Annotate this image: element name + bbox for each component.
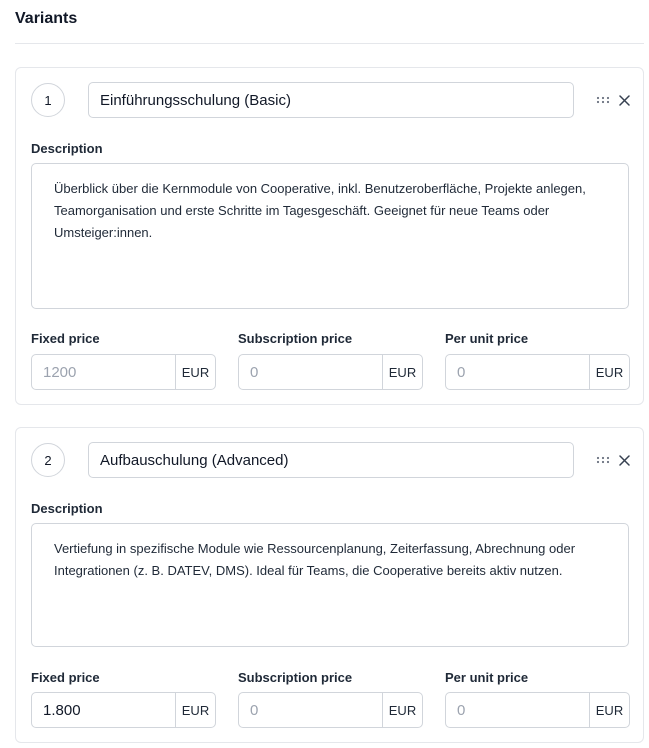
fixed-price-input[interactable] <box>32 693 175 727</box>
per-unit-price-label: Per unit price <box>445 670 529 685</box>
subscription-price-label: Subscription price <box>238 331 353 346</box>
section-title: Variants <box>15 10 78 27</box>
subscription-price-input[interactable] <box>239 355 382 389</box>
drag-handle-icon[interactable] <box>596 452 610 468</box>
per-unit-price-input[interactable] <box>446 693 589 727</box>
fixed-price-field <box>31 354 216 390</box>
section-divider <box>15 43 644 44</box>
currency-suffix: EUR <box>175 355 215 389</box>
description-textarea[interactable]: Überblick über die Kernmodule von Cooperative, inkl. Benutzeroberfläche, Projekte anlegen, Teamorganisation und erste Schritte im Tagesgeschäft. Geeignet für neue Teams oder Umsteiger:innen. <box>31 163 629 309</box>
description-label: Description <box>31 141 103 156</box>
variant-card <box>15 67 644 405</box>
variant-name-input[interactable] <box>88 82 574 118</box>
currency-suffix: EUR <box>589 693 629 727</box>
description-textarea[interactable]: Vertiefung in spezifische Module wie Ressourcenplanung, Zeiterfassung, Abrechnung oder Integrationen (z. B. DATEV, DMS). Ideal für Teams, die Cooperative bereits aktiv nutzen. <box>31 523 629 647</box>
description-label: Description <box>31 501 103 516</box>
drag-handle-icon[interactable] <box>596 92 610 108</box>
variant-card <box>15 427 644 743</box>
fixed-price-label: Fixed price <box>31 670 100 685</box>
close-icon[interactable] <box>616 452 632 468</box>
per-unit-price-label: Per unit price <box>445 331 529 346</box>
variant-name-input[interactable] <box>88 442 574 478</box>
variant-number: 1 <box>31 83 65 117</box>
per-unit-price-field <box>445 692 630 728</box>
per-unit-price-field <box>445 354 630 390</box>
subscription-price-field <box>238 692 423 728</box>
close-icon[interactable] <box>616 92 632 108</box>
subscription-price-field <box>238 354 423 390</box>
currency-suffix: EUR <box>382 693 422 727</box>
fixed-price-field <box>31 692 216 728</box>
subscription-price-label: Subscription price <box>238 670 353 685</box>
fixed-price-input[interactable] <box>32 355 175 389</box>
subscription-price-input[interactable] <box>239 693 382 727</box>
currency-suffix: EUR <box>175 693 215 727</box>
fixed-price-label: Fixed price <box>31 331 100 346</box>
variant-number: 2 <box>31 443 65 477</box>
per-unit-price-input[interactable] <box>446 355 589 389</box>
currency-suffix: EUR <box>589 355 629 389</box>
currency-suffix: EUR <box>382 355 422 389</box>
